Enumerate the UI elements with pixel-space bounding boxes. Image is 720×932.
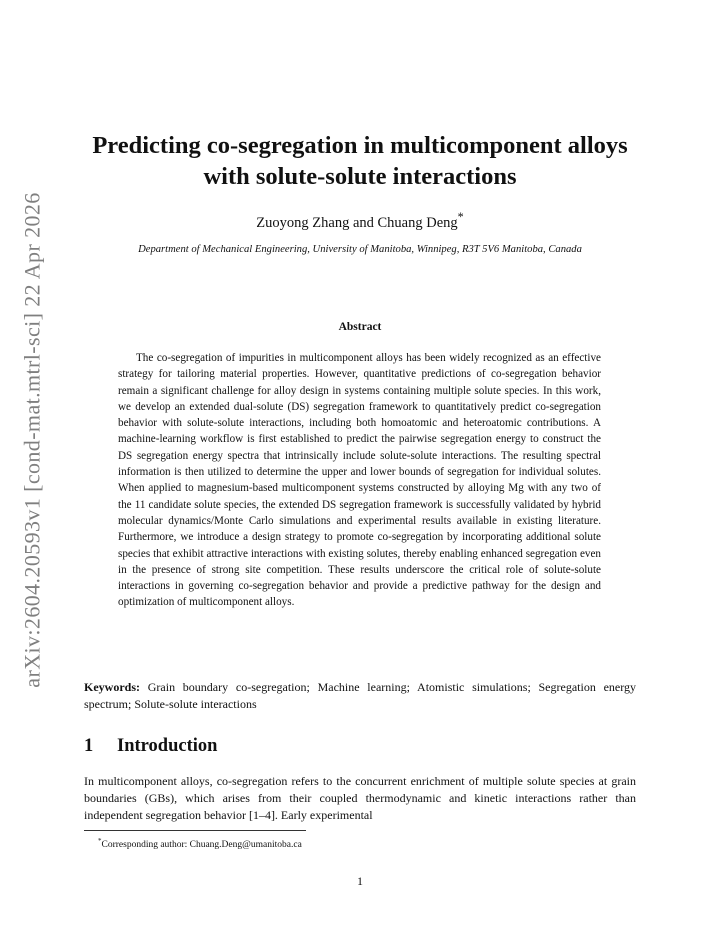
section-number: 1 [84, 736, 94, 756]
section-title: Introduction [117, 736, 218, 756]
footnote-mark: * [98, 837, 102, 845]
abstract-heading: Abstract [338, 321, 382, 333]
section-heading-introduction [84, 736, 217, 757]
keywords-label: Keywords: [84, 680, 140, 694]
footnote-divider [84, 830, 306, 831]
arxiv-identifier-text: arXiv:2604.20593v1 [cond-mat.mtrl-sci] 22 Apr 2026 [20, 192, 45, 688]
keywords-text: Grain boundary co-segregation; Machine learning; Atomistic simulations; Segregation energy spectrum; Solute-solute interactions [84, 680, 637, 711]
author-affiliation: Department of Mechanical Engineering, University of Manitoba, Winnipeg, R3T 5V6 Manitoba, Canada [138, 244, 582, 255]
author-names: Zuoyong Zhang and Chuang Deng [256, 214, 458, 231]
footnote-text: Corresponding author: Chuang.Deng@umanitoba.ca [101, 840, 302, 851]
corresponding-author-mark: * [457, 210, 464, 224]
arxiv-identifier-stamp [16, 192, 50, 688]
abstract-text: The co-segregation of impurities in multicomponent alloys has been widely recognized as an effective strategy for tailoring material properties. However, quantitative predictions of co-segregation behavior remain a significant challenge for alloy design in systems containing multiple solute species. In this work, we develop an extended dual-solute (DS) segregation framework to quantitatively predict co-segregation behavior with solute-solute interactions, including both homoatomic and heteroatomic contributions. A machine-learning workflow is first established to predict the pairwise segregation energy to construct the DS segregation energy spectra that intrinsically include solute-solute interactions. The resulting spectral information is then utilized to determine the upper and lower bounds of segregation for individual solutes. When applied to magnesium-based multicomponent systems constructed by alloying Mg with any two of the 11 candidate solute species, the extended DS segregation framework is successfully validated by hybrid molecular dynamics/Monte Carlo simulations and experimental results available in existing literature. Furthermore, we introduce a design strategy to promote co-segregation by incorporating additional solute species that exhibit attractive interactions with existing solutes, thereby enabling enhanced segregation even in the presence of strong site competition. These results underscore the critical role of solute-solute interactions in governing co-segregation behavior and provide a predictive pathway for the design and optimization of multicomponent alloys. [118, 352, 601, 609]
keywords-paragraph [84, 679, 636, 713]
page-number: 1 [357, 874, 363, 888]
footnote [98, 837, 302, 850]
introduction-text: In multicomponent alloys, co-segregation refers to the concurrent enrichment of multiple solute species at grain boundaries (GBs), which arises from their coupled thermodynamic and kinetic interactions rather than independent segregation behavior [1–4]. Early experimental [84, 774, 636, 822]
paper-title: Predicting co-segregation in multicomponent alloys with solute-solute interactions [92, 132, 628, 190]
paper-authors [80, 210, 640, 232]
